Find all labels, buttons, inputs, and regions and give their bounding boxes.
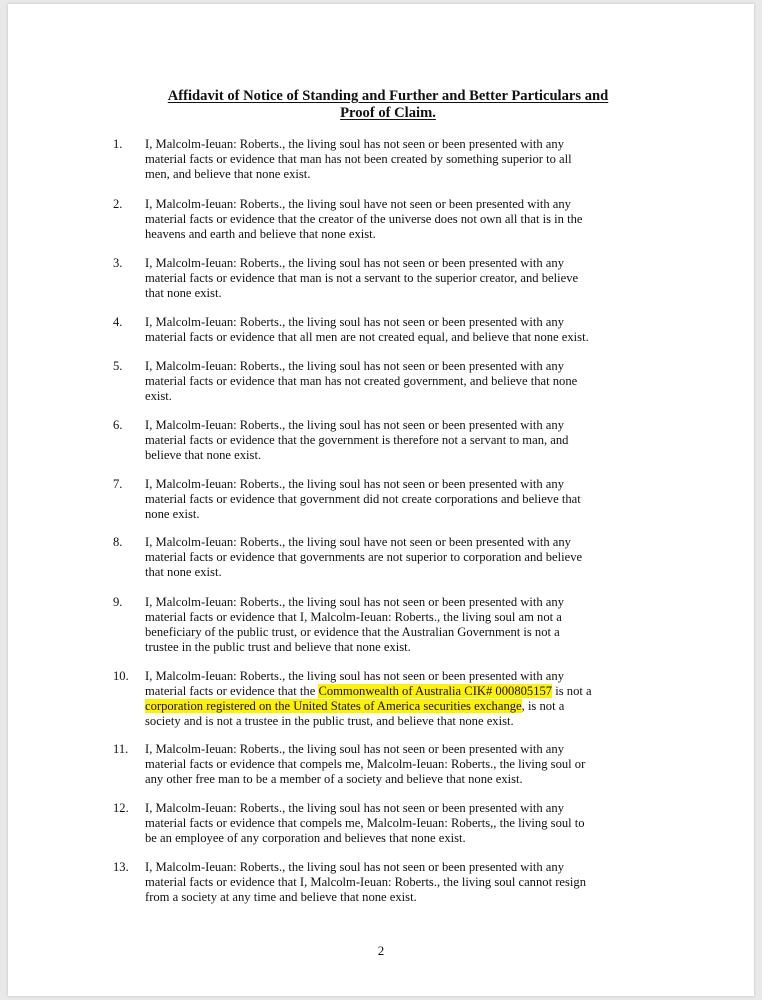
document-page — [8, 4, 754, 996]
item-number: 7. — [113, 477, 123, 491]
item-text — [145, 669, 651, 729]
item-text: I, Malcolm-Ieuan: Roberts., the living soul has not seen or been presented with any material facts or evidence that man has not been created by something superior to all men, and believe that none exist. — [145, 137, 572, 181]
item-number: 11. — [113, 742, 129, 756]
item-number: 1. — [113, 137, 123, 151]
item-number: 2. — [113, 197, 123, 211]
item-number: 4. — [113, 315, 123, 329]
item-number: 5. — [113, 359, 123, 373]
item-text: I, Malcolm-Ieuan: Roberts., the living soul has not seen or been presented with any material facts or evidence that compels me, Malcolm-Ieuan: Roberts,, the living soul to be an employee of any corporation and believes that none exist. — [145, 801, 585, 845]
item-text-before: I, Malcolm-Ieuan: Roberts., the living soul has not seen or been presented with any material facts or evidence that the — [145, 669, 564, 698]
item-text-middle: is not a — [555, 684, 592, 698]
item-text: I, Malcolm-Ieuan: Roberts., the living soul has not seen or been presented with any material facts or evidence that the government is therefore not a servant to man, and believe that none exist. — [145, 418, 569, 462]
item-number: 8. — [113, 535, 123, 549]
item-number: 10. — [113, 669, 129, 683]
item-text: I, Malcolm-Ieuan: Roberts., the living soul has not seen or been presented with any material facts or evidence that man has not created government, and believe that none exist. — [145, 359, 578, 403]
item-text: I, Malcolm-Ieuan: Roberts., the living soul have not seen or been presented with any material facts or evidence that the creator of the universe does not own all that is in the heavens and earth and believe that none exist. — [145, 197, 583, 241]
page-number: 2 — [377, 943, 385, 958]
item-number: 6. — [113, 418, 123, 432]
item-text: I, Malcolm-Ieuan: Roberts., the living soul has not seen or been presented with any material facts or evidence that all men are not created equal, and believe that none exist. — [145, 315, 589, 344]
item-number: 13. — [113, 860, 129, 874]
item-number: 3. — [113, 256, 123, 270]
item-text: I, Malcolm-Ieuan: Roberts., the living soul has not seen or been presented with any material facts or evidence that I, Malcolm-Ieuan: Roberts., the living soul am not a beneficiary of the public trust, or evidence that the Australian Government is not a trustee in the public trust and believe that none exist. — [145, 595, 564, 654]
item-text-after: , is not a society and is not a trustee in the public trust, and believe that none exist. — [145, 699, 565, 728]
highlighted-text: corporation registered on the United States of America securities exchange — [145, 699, 522, 713]
item-text: I, Malcolm-Ieuan: Roberts., the living soul has not seen or been presented with any material facts or evidence that man is not a servant to the superior creator, and believe that none exist. — [145, 256, 579, 300]
item-text: I, Malcolm-Ieuan: Roberts., the living soul have not seen or been presented with any material facts or evidence that governments are not superior to corporation and believe that none exist. — [145, 535, 583, 579]
item-text: I, Malcolm-Ieuan: Roberts., the living soul has not seen or been presented with any material facts or evidence that government did not create corporations and believe that none exist. — [145, 477, 581, 521]
highlighted-text: Commonwealth of Australia CIK# 000805157 — [318, 684, 553, 698]
item-number: 12. — [113, 801, 129, 815]
item-text: I, Malcolm-Ieuan: Roberts., the living soul has not seen or been presented with any material facts or evidence that I, Malcolm-Ieuan: Roberts., the living soul cannot resign from a society at any time and believe that none exist. — [145, 860, 586, 904]
item-text: I, Malcolm-Ieuan: Roberts., the living soul has not seen or been presented with any material facts or evidence that compels me, Malcolm-Ieuan: Roberts., the living soul or any other free man to be a member of a society and believe that none exist. — [145, 742, 586, 786]
item-number: 9. — [113, 595, 123, 609]
document-title: Affidavit of Notice of Standing and Further and Better Particulars and Proof of Claim. — [167, 88, 609, 121]
